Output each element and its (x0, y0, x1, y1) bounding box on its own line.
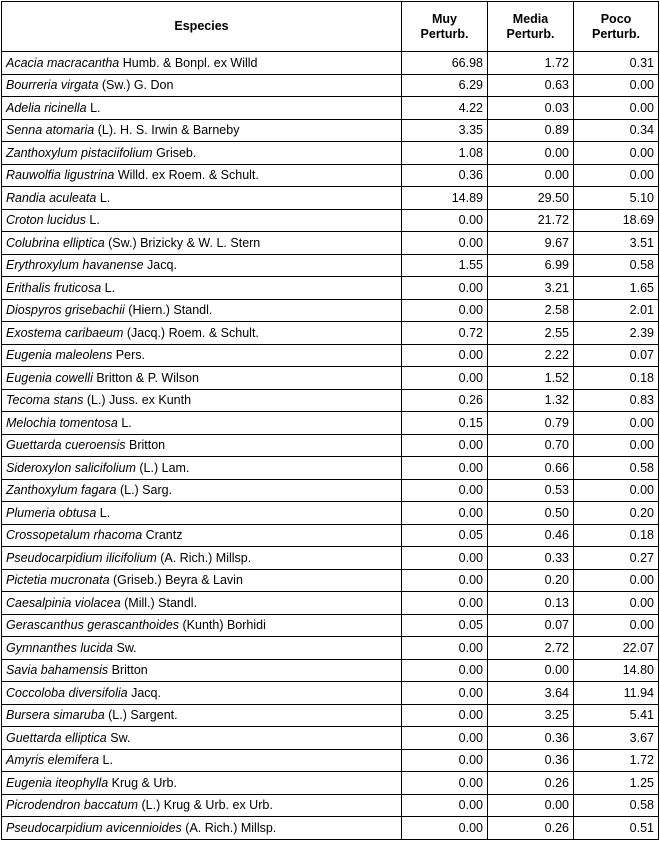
species-author: Sw. (113, 640, 137, 655)
poco-perturb-value: 0.00 (574, 142, 659, 165)
species-name: Caesalpinia violacea (6, 595, 121, 610)
species-author: L. (96, 190, 111, 205)
muy-perturb-value: 0.05 (402, 614, 488, 637)
media-perturb-value: 0.89 (488, 119, 574, 142)
species-author: (Kunth) Borhidi (179, 618, 266, 633)
table-row (2, 502, 659, 525)
species-author: L. (101, 280, 116, 295)
muy-perturb-value: 1.55 (402, 254, 488, 277)
media-perturb-value: 0.46 (488, 524, 574, 547)
media-perturb-value: 0.00 (488, 164, 574, 187)
species-author: L. (117, 415, 132, 430)
table-row (2, 434, 659, 457)
muy-perturb-value: 0.00 (402, 772, 488, 795)
poco-perturb-value: 11.94 (574, 682, 659, 705)
species-name: Bursera simaruba (6, 708, 105, 723)
species-name: Coccoloba diversifolia (6, 685, 128, 700)
media-perturb-value: 3.64 (488, 682, 574, 705)
species-name: Melochia tomentosa (6, 415, 118, 430)
media-perturb-value: 0.36 (488, 727, 574, 750)
poco-perturb-value: 18.69 (574, 209, 659, 232)
species-author: Krug & Urb. (108, 775, 177, 790)
species-author: Willd. ex Roem. & Schult. (114, 168, 259, 183)
header-muy-perturb: Muy Perturb. (402, 2, 488, 52)
muy-perturb-value: 0.00 (402, 502, 488, 525)
muy-perturb-value: 0.05 (402, 524, 488, 547)
muy-perturb-value: 6.29 (402, 74, 488, 97)
species-cell (2, 389, 402, 412)
table-row (2, 412, 659, 435)
muy-perturb-value: 3.35 (402, 119, 488, 142)
media-perturb-value: 3.21 (488, 277, 574, 300)
muy-perturb-value: 1.08 (402, 142, 488, 165)
header-especies: Especies (2, 2, 402, 52)
poco-perturb-value: 0.00 (574, 479, 659, 502)
species-author: (Sw.) G. Don (98, 78, 174, 93)
species-cell (2, 344, 402, 367)
table-row (2, 817, 659, 840)
poco-perturb-value: 0.34 (574, 119, 659, 142)
table-row (2, 277, 659, 300)
poco-perturb-value: 0.00 (574, 592, 659, 615)
species-name: Tecoma stans (6, 393, 84, 408)
poco-perturb-value: 5.10 (574, 187, 659, 210)
media-perturb-value: 0.00 (488, 659, 574, 682)
muy-perturb-value: 0.00 (402, 592, 488, 615)
muy-perturb-value: 0.26 (402, 389, 488, 412)
species-author: (L.) Krug & Urb. ex Urb. (138, 798, 273, 813)
species-cell (2, 749, 402, 772)
species-name: Savia bahamensis (6, 663, 109, 678)
table-row (2, 794, 659, 817)
muy-perturb-value: 0.00 (402, 704, 488, 727)
table-row (2, 97, 659, 120)
table-row (2, 209, 659, 232)
species-name: Croton lucidus (6, 213, 86, 228)
species-name: Acacia macracantha (6, 55, 120, 70)
muy-perturb-value: 0.00 (402, 547, 488, 570)
media-perturb-value: 0.79 (488, 412, 574, 435)
muy-perturb-value: 0.00 (402, 794, 488, 817)
poco-perturb-value: 0.31 (574, 52, 659, 75)
species-author: Humb. & Bonpl. ex Willd (119, 55, 258, 70)
species-author: Crantz (142, 528, 183, 543)
media-perturb-value: 0.00 (488, 794, 574, 817)
species-name: Exostema caribaeum (6, 325, 124, 340)
media-perturb-value: 9.67 (488, 232, 574, 255)
species-author: Pers. (112, 348, 145, 363)
table-row (2, 119, 659, 142)
species-cell (2, 727, 402, 750)
poco-perturb-value: 0.00 (574, 434, 659, 457)
species-author: (L). H. S. Irwin & Barneby (94, 123, 240, 138)
muy-perturb-value: 0.00 (402, 659, 488, 682)
species-cell (2, 52, 402, 75)
species-name: Eugenia maleolens (6, 348, 113, 363)
muy-perturb-value: 0.00 (402, 434, 488, 457)
species-name: Picrodendron baccatum (6, 798, 139, 813)
poco-perturb-value: 0.00 (574, 614, 659, 637)
species-author: Griseb. (152, 145, 197, 160)
species-cell (2, 772, 402, 795)
species-author: Britton (125, 438, 166, 453)
species-name: Zanthoxylum fagara (6, 483, 117, 498)
species-author: L. (99, 753, 113, 768)
table-body (2, 52, 659, 840)
species-author: L. (96, 505, 111, 520)
poco-perturb-value: 2.39 (574, 322, 659, 345)
species-cell (2, 637, 402, 660)
table-row (2, 772, 659, 795)
poco-perturb-value: 14.80 (574, 659, 659, 682)
species-author: L. (85, 213, 100, 228)
species-name: Rauwolfia ligustrina (6, 168, 115, 183)
muy-perturb-value: 0.15 (402, 412, 488, 435)
table-row (2, 727, 659, 750)
table-row (2, 457, 659, 480)
species-author: (Mill.) Standl. (120, 595, 198, 610)
species-table (1, 1, 659, 840)
muy-perturb-value: 0.36 (402, 164, 488, 187)
species-name: Sideroxylon salicifolium (6, 460, 136, 475)
media-perturb-value: 2.55 (488, 322, 574, 345)
species-cell (2, 299, 402, 322)
species-name: Guettarda cueroensis (6, 438, 126, 453)
poco-perturb-value: 22.07 (574, 637, 659, 660)
poco-perturb-value: 1.25 (574, 772, 659, 795)
table-row (2, 479, 659, 502)
species-name: Senna atomaria (6, 123, 95, 138)
media-perturb-value: 21.72 (488, 209, 574, 232)
muy-perturb-value: 0.00 (402, 569, 488, 592)
poco-perturb-value: 0.07 (574, 344, 659, 367)
poco-perturb-value: 0.18 (574, 524, 659, 547)
media-perturb-value: 0.63 (488, 74, 574, 97)
media-perturb-value: 0.53 (488, 479, 574, 502)
table-row (2, 164, 659, 187)
species-name: Crossopetalum rhacoma (6, 528, 143, 543)
species-author: (L.) Lam. (135, 460, 190, 475)
species-author: (A. Rich.) Millsp. (181, 820, 277, 835)
species-cell (2, 479, 402, 502)
species-author: (A. Rich.) Millsp. (156, 550, 252, 565)
muy-perturb-value: 0.00 (402, 367, 488, 390)
species-author: (Griseb.) Beyra & Lavin (109, 573, 243, 588)
header-poco-perturb: Poco Perturb. (574, 2, 659, 52)
table-row (2, 187, 659, 210)
muy-perturb-value: 4.22 (402, 97, 488, 120)
table-row (2, 254, 659, 277)
media-perturb-value: 0.26 (488, 817, 574, 840)
species-cell (2, 97, 402, 120)
species-cell (2, 74, 402, 97)
muy-perturb-value: 0.00 (402, 749, 488, 772)
species-cell (2, 232, 402, 255)
media-perturb-value: 1.72 (488, 52, 574, 75)
species-cell (2, 659, 402, 682)
table-row (2, 74, 659, 97)
muy-perturb-value: 0.00 (402, 479, 488, 502)
species-name: Guettarda elliptica (6, 730, 107, 745)
table-row (2, 389, 659, 412)
poco-perturb-value: 0.00 (574, 569, 659, 592)
poco-perturb-value: 0.58 (574, 457, 659, 480)
table-row (2, 52, 659, 75)
species-cell (2, 119, 402, 142)
table-row (2, 142, 659, 165)
species-cell (2, 502, 402, 525)
muy-perturb-value: 14.89 (402, 187, 488, 210)
poco-perturb-value: 0.00 (574, 164, 659, 187)
species-name: Pictetia mucronata (6, 573, 110, 588)
muy-perturb-value: 0.00 (402, 299, 488, 322)
species-cell (2, 322, 402, 345)
poco-perturb-value: 1.65 (574, 277, 659, 300)
species-name: Randia aculeata (6, 190, 97, 205)
poco-perturb-value: 0.18 (574, 367, 659, 390)
species-cell (2, 794, 402, 817)
species-name: Gymnanthes lucida (6, 640, 114, 655)
species-name: Plumeria obtusa (6, 505, 97, 520)
poco-perturb-value: 0.27 (574, 547, 659, 570)
species-name: Pseudocarpidium ilicifolium (6, 550, 157, 565)
species-name: Diospyros grisebachii (6, 303, 125, 318)
media-perturb-value: 0.00 (488, 142, 574, 165)
muy-perturb-value: 0.00 (402, 232, 488, 255)
table-row (2, 367, 659, 390)
poco-perturb-value: 0.58 (574, 794, 659, 817)
poco-perturb-value: 2.01 (574, 299, 659, 322)
species-cell (2, 592, 402, 615)
media-perturb-value: 0.07 (488, 614, 574, 637)
poco-perturb-value: 0.51 (574, 817, 659, 840)
media-perturb-value: 0.33 (488, 547, 574, 570)
species-name: Amyris elemifera (6, 753, 100, 768)
species-name: Pseudocarpidium avicennioides (6, 820, 182, 835)
muy-perturb-value: 0.00 (402, 209, 488, 232)
media-perturb-value: 6.99 (488, 254, 574, 277)
species-cell (2, 614, 402, 637)
species-author: (L.) Juss. ex Kunth (83, 393, 192, 408)
species-name: Bourreria virgata (6, 78, 99, 93)
table-row (2, 592, 659, 615)
species-cell (2, 704, 402, 727)
species-author: Jacq. (127, 685, 161, 700)
species-name: Erithalis fruticosa (6, 280, 102, 295)
species-author: (Hiern.) Standl. (124, 303, 213, 318)
poco-perturb-value: 0.58 (574, 254, 659, 277)
media-perturb-value: 2.58 (488, 299, 574, 322)
table-row (2, 344, 659, 367)
species-cell (2, 569, 402, 592)
species-name: Adelia ricinella (6, 100, 87, 115)
media-perturb-value: 3.25 (488, 704, 574, 727)
species-author: Sw. (106, 730, 131, 745)
table-row (2, 232, 659, 255)
species-name: Eugenia cowelli (6, 370, 93, 385)
media-perturb-value: 0.50 (488, 502, 574, 525)
table-row (2, 682, 659, 705)
species-cell (2, 367, 402, 390)
media-perturb-value: 2.72 (488, 637, 574, 660)
species-author: (L.) Sargent. (104, 708, 178, 723)
species-cell (2, 457, 402, 480)
species-name: Erythroxylum havanense (6, 258, 144, 273)
species-cell (2, 187, 402, 210)
muy-perturb-value: 0.00 (402, 817, 488, 840)
table-row (2, 524, 659, 547)
table-row (2, 637, 659, 660)
species-cell (2, 142, 402, 165)
muy-perturb-value: 66.98 (402, 52, 488, 75)
media-perturb-value: 0.66 (488, 457, 574, 480)
poco-perturb-value: 0.00 (574, 74, 659, 97)
species-author: (L.) Sarg. (116, 483, 173, 498)
muy-perturb-value: 0.00 (402, 277, 488, 300)
species-cell (2, 524, 402, 547)
muy-perturb-value: 0.00 (402, 457, 488, 480)
poco-perturb-value: 0.00 (574, 412, 659, 435)
muy-perturb-value: 0.00 (402, 637, 488, 660)
media-perturb-value: 0.03 (488, 97, 574, 120)
poco-perturb-value: 0.83 (574, 389, 659, 412)
poco-perturb-value: 0.20 (574, 502, 659, 525)
table-row (2, 704, 659, 727)
header-row (2, 2, 659, 52)
table-row (2, 299, 659, 322)
poco-perturb-value: 3.51 (574, 232, 659, 255)
species-author: Britton (108, 663, 148, 678)
media-perturb-value: 0.70 (488, 434, 574, 457)
poco-perturb-value: 0.00 (574, 97, 659, 120)
species-cell (2, 164, 402, 187)
species-author: (Jacq.) Roem. & Schult. (123, 325, 259, 340)
species-name: Gerascanthus gerascanthoides (6, 618, 180, 633)
table-row (2, 322, 659, 345)
species-cell (2, 209, 402, 232)
header-media-perturb: Media Perturb. (488, 2, 574, 52)
species-name: Zanthoxylum pistaciifolium (6, 145, 153, 160)
species-cell (2, 277, 402, 300)
media-perturb-value: 1.32 (488, 389, 574, 412)
species-cell (2, 547, 402, 570)
species-name: Eugenia iteophylla (6, 775, 109, 790)
poco-perturb-value: 5.41 (574, 704, 659, 727)
muy-perturb-value: 0.72 (402, 322, 488, 345)
table-row (2, 614, 659, 637)
species-cell (2, 682, 402, 705)
table-row (2, 569, 659, 592)
species-cell (2, 412, 402, 435)
species-cell (2, 434, 402, 457)
species-cell (2, 817, 402, 840)
table-row (2, 749, 659, 772)
table-row (2, 659, 659, 682)
muy-perturb-value: 0.00 (402, 682, 488, 705)
media-perturb-value: 0.13 (488, 592, 574, 615)
media-perturb-value: 0.36 (488, 749, 574, 772)
muy-perturb-value: 0.00 (402, 727, 488, 750)
table-row (2, 547, 659, 570)
species-name: Colubrina elliptica (6, 235, 105, 250)
media-perturb-value: 1.52 (488, 367, 574, 390)
poco-perturb-value: 1.72 (574, 749, 659, 772)
species-cell (2, 254, 402, 277)
media-perturb-value: 2.22 (488, 344, 574, 367)
species-author: Jacq. (143, 258, 177, 273)
media-perturb-value: 0.20 (488, 569, 574, 592)
poco-perturb-value: 3.67 (574, 727, 659, 750)
species-author: (Sw.) Brizicky & W. L. Stern (104, 235, 261, 250)
species-author: Britton & P. Wilson (92, 370, 199, 385)
muy-perturb-value: 0.00 (402, 344, 488, 367)
species-author: L. (86, 100, 101, 115)
media-perturb-value: 29.50 (488, 187, 574, 210)
media-perturb-value: 0.26 (488, 772, 574, 795)
